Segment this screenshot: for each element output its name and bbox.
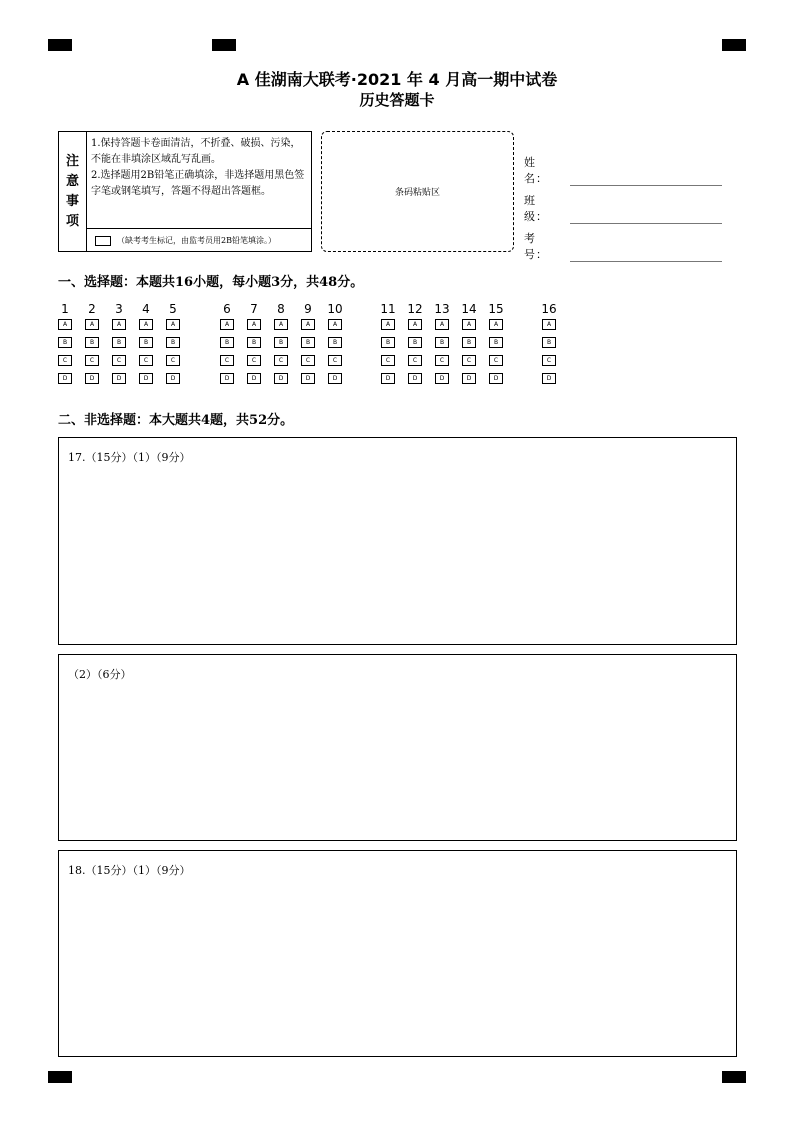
question-number: 3 [115, 302, 123, 316]
option-bubble-c[interactable]: C [85, 355, 99, 366]
question-number: 4 [142, 302, 150, 316]
barcode-label: 条码粘贴区 [394, 188, 440, 198]
option-bubble-d[interactable]: D [139, 373, 153, 384]
name-row [524, 154, 722, 186]
option-bubble-a[interactable]: A [328, 319, 342, 330]
option-bubble-b[interactable]: B [112, 337, 126, 348]
option-bubble-d[interactable]: D [381, 373, 395, 384]
question-column [297, 301, 319, 391]
option-bubble-d[interactable]: D [408, 373, 422, 384]
option-bubble-a[interactable]: A [301, 319, 315, 330]
option-bubble-d[interactable]: D [542, 373, 556, 384]
notice-item-1: 1.保持答题卡卷面清洁，不折叠、破损、污染，不能在非填涂区域乱写乱画。 [91, 138, 301, 165]
question-column [431, 301, 453, 391]
option-bubble-b[interactable]: B [489, 337, 503, 348]
option-bubble-b[interactable]: B [247, 337, 261, 348]
question-number: 11 [380, 302, 396, 316]
option-bubble-c[interactable]: C [58, 355, 72, 366]
question-column [404, 301, 426, 391]
question-number: 1 [61, 302, 69, 316]
option-bubble-c[interactable]: C [274, 355, 288, 366]
option-bubble-c[interactable]: C [462, 355, 476, 366]
option-bubble-a[interactable]: A [58, 319, 72, 330]
barcode-area [321, 131, 514, 252]
answer-box-18-1[interactable] [58, 850, 737, 1057]
option-bubble-c[interactable]: C [542, 355, 556, 366]
class-label: 班 级： [524, 194, 548, 223]
question-number: 2 [88, 302, 96, 316]
option-bubble-d[interactable]: D [328, 373, 342, 384]
option-bubble-b[interactable]: B [274, 337, 288, 348]
option-bubble-d[interactable]: D [301, 373, 315, 384]
question-number: 5 [169, 302, 177, 316]
section-1-title: 一、选择题：本题共16小题，每小题3分，共48分。 [58, 275, 364, 290]
question-column [243, 301, 265, 391]
id-row [524, 230, 722, 262]
question-number: 8 [277, 302, 285, 316]
option-bubble-a[interactable]: A [166, 319, 180, 330]
question-column [377, 301, 399, 391]
question-column [538, 301, 560, 391]
question-column [485, 301, 507, 391]
question-number: 15 [488, 302, 504, 316]
notice-label [59, 132, 87, 251]
question-number: 13 [434, 302, 450, 316]
alignment-marker [722, 39, 746, 51]
option-bubble-d[interactable]: D [166, 373, 180, 384]
option-bubble-b[interactable]: B [381, 337, 395, 348]
page-title: A 佳湖南大联考·2021 年 4 月高一期中试卷 [236, 70, 558, 89]
id-field[interactable] [570, 251, 722, 262]
option-bubble-c[interactable]: C [301, 355, 315, 366]
question-number: 7 [250, 302, 258, 316]
question-column [458, 301, 480, 391]
class-row [524, 192, 722, 224]
option-bubble-b[interactable]: B [328, 337, 342, 348]
class-field[interactable] [570, 213, 722, 224]
option-bubble-a[interactable]: A [462, 319, 476, 330]
question-column [135, 301, 157, 391]
notice-text [91, 136, 307, 200]
option-bubble-a[interactable]: A [274, 319, 288, 330]
option-bubble-c[interactable]: C [112, 355, 126, 366]
name-label: 姓 名： [524, 156, 548, 185]
question-column [324, 301, 346, 391]
option-bubble-d[interactable]: D [85, 373, 99, 384]
option-bubble-d[interactable]: D [489, 373, 503, 384]
answer-box-17-2[interactable] [58, 654, 737, 841]
option-bubble-b[interactable]: B [85, 337, 99, 348]
absent-mark-row [87, 228, 312, 252]
name-field[interactable] [570, 175, 722, 186]
option-bubble-c[interactable]: C [139, 355, 153, 366]
question-column [108, 301, 130, 391]
answer-box-label: （2）（6分） [68, 668, 132, 681]
option-bubble-c[interactable]: C [489, 355, 503, 366]
option-bubble-c[interactable]: C [220, 355, 234, 366]
notice-box [58, 131, 312, 252]
option-bubble-b[interactable]: B [408, 337, 422, 348]
option-bubble-b[interactable]: B [220, 337, 234, 348]
question-column [270, 301, 292, 391]
question-number: 14 [461, 302, 477, 316]
option-bubble-d[interactable]: D [220, 373, 234, 384]
id-label: 考 号： [524, 232, 548, 261]
option-bubble-c[interactable]: C [328, 355, 342, 366]
option-bubble-b[interactable]: B [139, 337, 153, 348]
alignment-marker [212, 39, 236, 51]
option-bubble-d[interactable]: D [435, 373, 449, 384]
option-bubble-d[interactable]: D [58, 373, 72, 384]
question-column [81, 301, 103, 391]
option-bubble-b[interactable]: B [542, 337, 556, 348]
section-2-title: 二、非选择题：本大题共4题，共52分。 [58, 413, 294, 428]
question-number: 12 [407, 302, 423, 316]
answer-box-label: 18.（15分）（1）（9分） [68, 864, 191, 877]
notice-label-char: 意 [65, 173, 79, 189]
question-number: 10 [327, 302, 343, 316]
option-bubble-c[interactable]: C [408, 355, 422, 366]
option-bubble-b[interactable]: B [166, 337, 180, 348]
option-bubble-c[interactable]: C [247, 355, 261, 366]
option-bubble-b[interactable]: B [462, 337, 476, 348]
question-number: 6 [223, 302, 231, 316]
answer-box-17-1[interactable] [58, 437, 737, 645]
notice-label-char: 注 [65, 153, 79, 169]
option-bubble-b[interactable]: B [435, 337, 449, 348]
option-bubble-a[interactable]: A [381, 319, 395, 330]
option-bubble-a[interactable]: A [247, 319, 261, 330]
option-bubble-a[interactable]: A [408, 319, 422, 330]
notice-label-char: 项 [65, 213, 79, 229]
option-bubble-b[interactable]: B [58, 337, 72, 348]
absent-mark-text: （缺考考生标记，由监考员用2B铅笔填涂。） [117, 236, 276, 245]
option-bubble-a[interactable]: A [435, 319, 449, 330]
alignment-marker [48, 39, 72, 51]
option-bubble-a[interactable]: A [542, 319, 556, 330]
alignment-marker [48, 1071, 72, 1083]
option-bubble-d[interactable]: D [247, 373, 261, 384]
option-bubble-a[interactable]: A [489, 319, 503, 330]
option-bubble-a[interactable]: A [112, 319, 126, 330]
question-column [162, 301, 184, 391]
option-bubble-a[interactable]: A [220, 319, 234, 330]
notice-label-char: 事 [65, 193, 79, 209]
option-bubble-c[interactable]: C [435, 355, 449, 366]
question-column [54, 301, 76, 391]
option-bubble-d[interactable]: D [274, 373, 288, 384]
absent-mark-checkbox[interactable] [95, 236, 111, 246]
option-bubble-a[interactable]: A [139, 319, 153, 330]
option-bubble-c[interactable]: C [381, 355, 395, 366]
page-subtitle: 历史答题卡 [359, 91, 435, 109]
notice-item-2: 2.选择题用2B铅笔正确填涂，非选择题用黑色签字笔或钢笔填写，答题不得超出答题框。 [91, 170, 305, 197]
alignment-marker [722, 1071, 746, 1083]
question-number: 16 [541, 302, 557, 316]
option-bubble-d[interactable]: D [462, 373, 476, 384]
question-number: 9 [304, 302, 312, 316]
option-bubble-b[interactable]: B [301, 337, 315, 348]
question-column [216, 301, 238, 391]
option-bubble-c[interactable]: C [166, 355, 180, 366]
answer-box-label: 17.（15分）（1）（9分） [68, 451, 191, 464]
option-bubble-d[interactable]: D [112, 373, 126, 384]
option-bubble-a[interactable]: A [85, 319, 99, 330]
